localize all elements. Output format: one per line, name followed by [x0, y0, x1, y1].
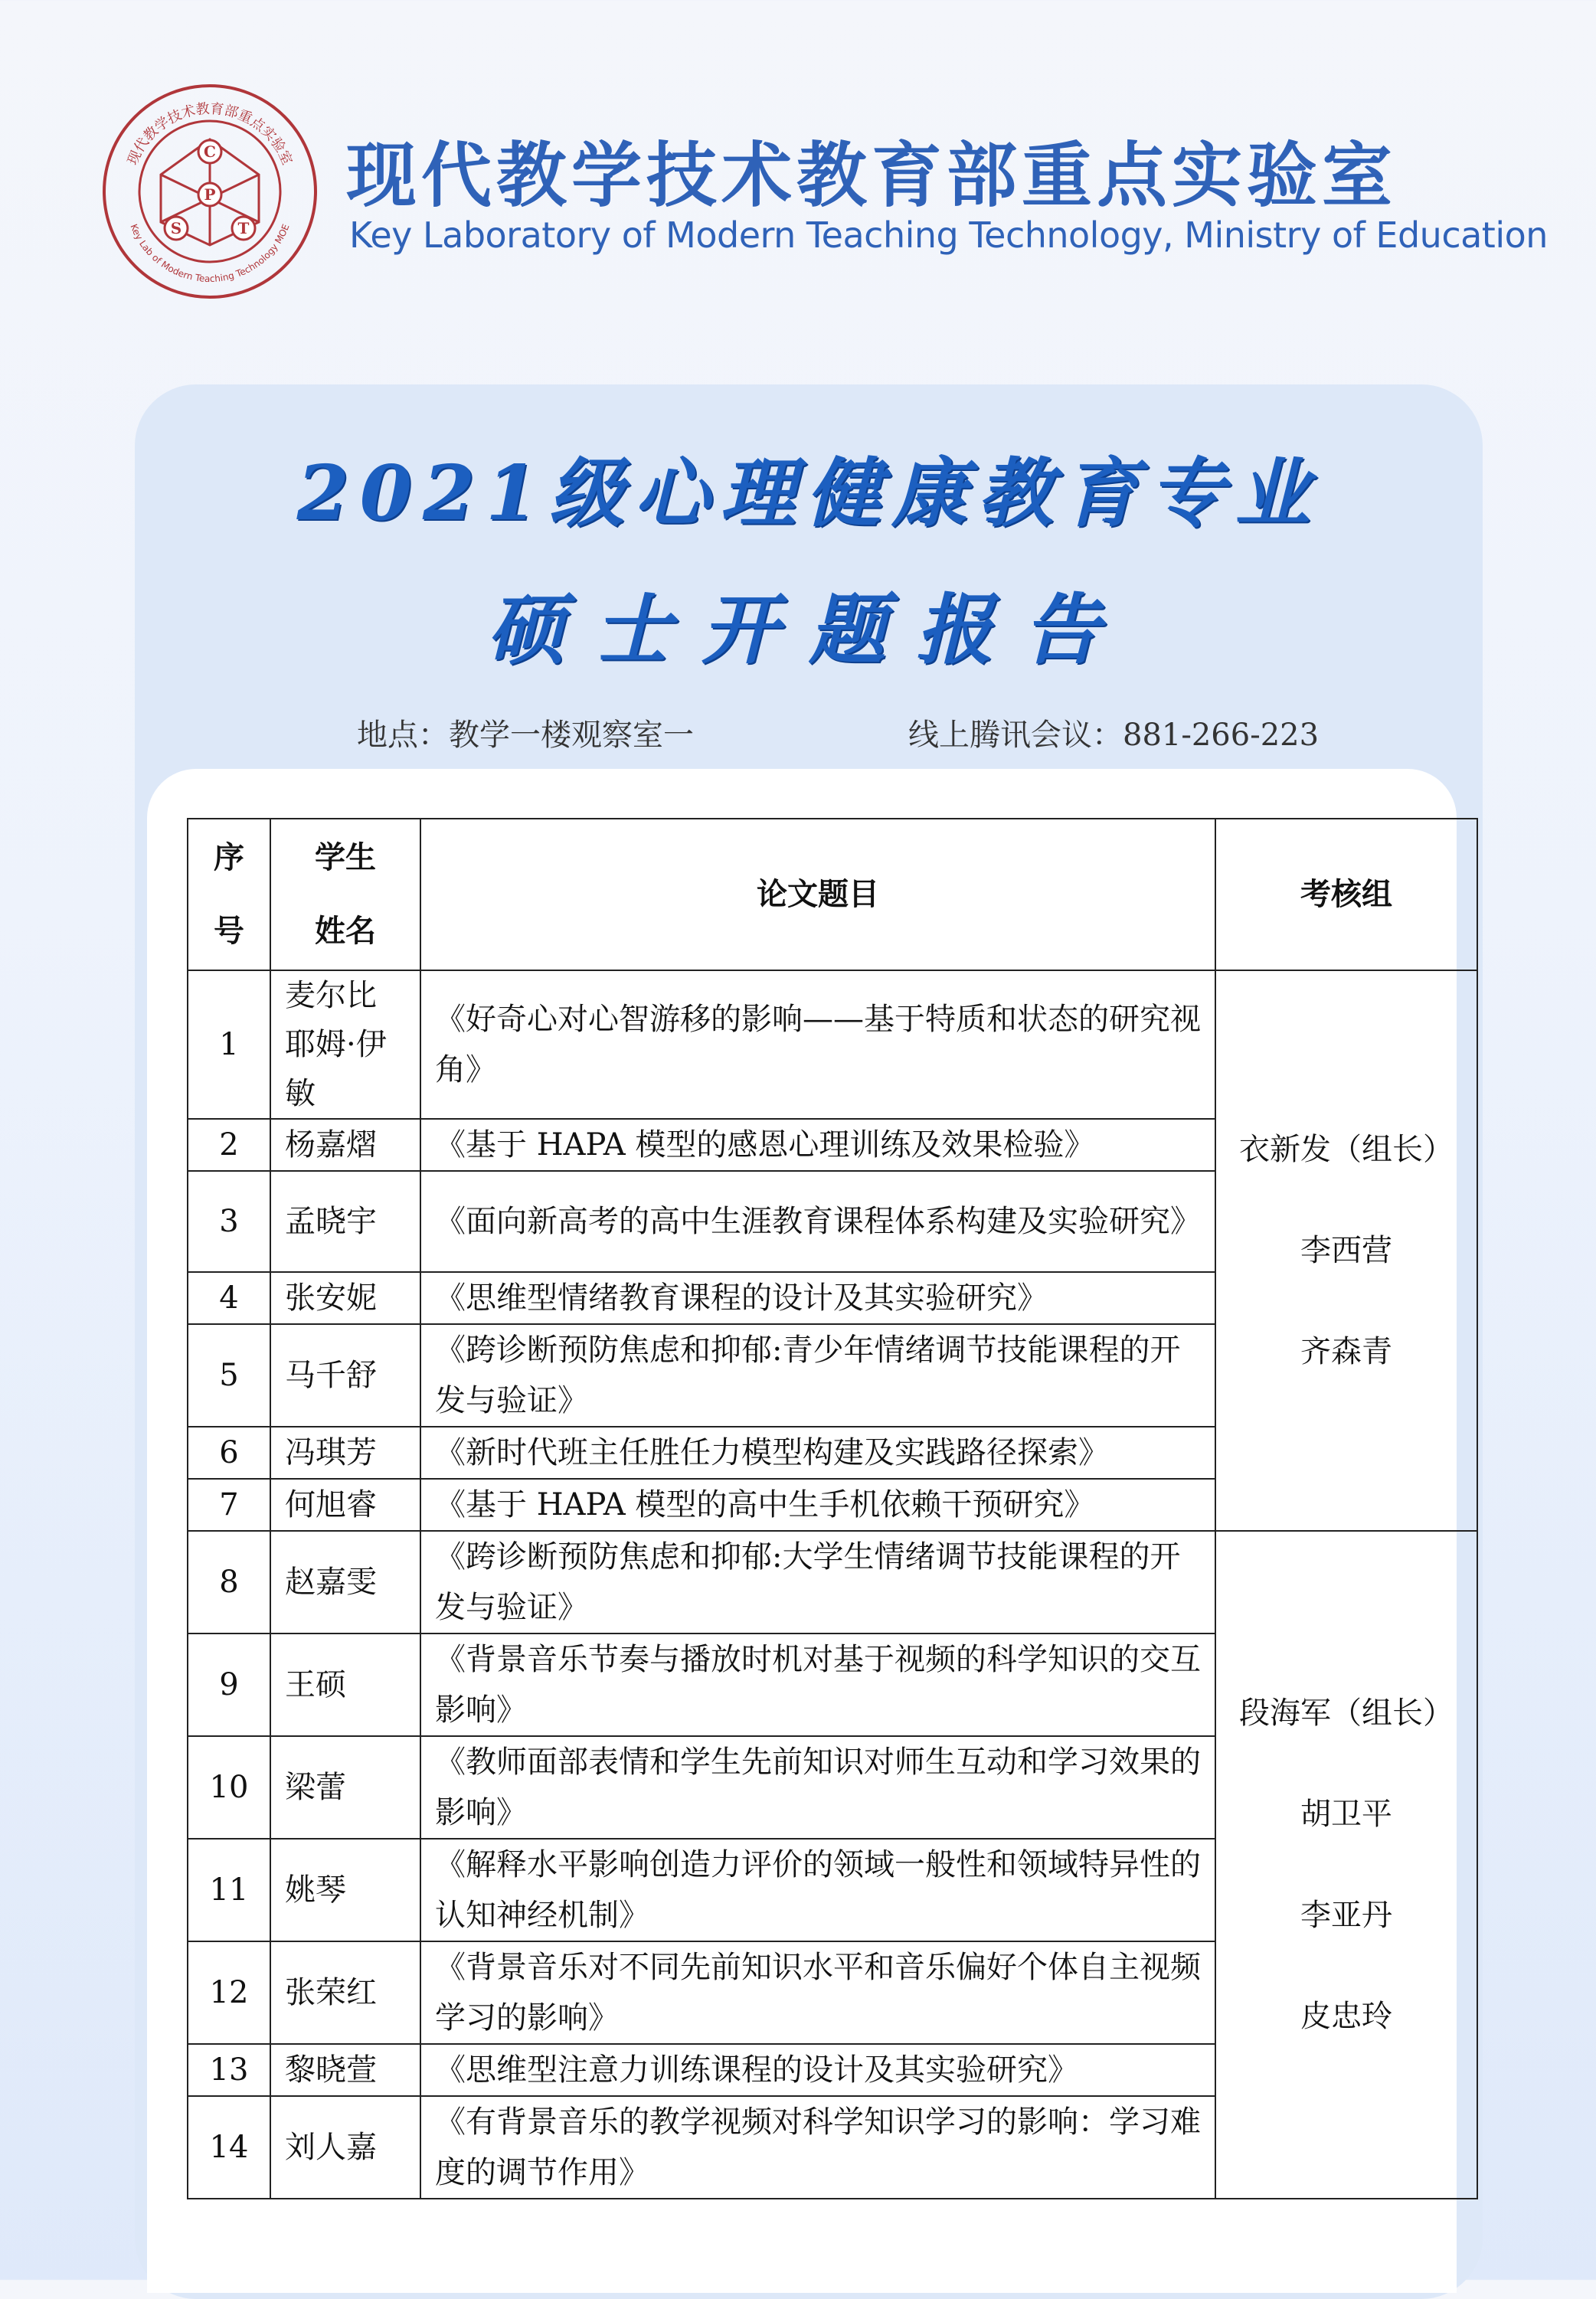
panel-member: 皮忠玲	[1300, 1999, 1392, 2034]
thesis-topic: 《新时代班主任胜任力模型构建及实践路径探索》	[420, 1427, 1215, 1479]
row-number: 3	[188, 1171, 270, 1272]
row-number: 10	[188, 1736, 270, 1839]
thesis-topic: 《跨诊断预防焦虑和抑郁:大学生情绪调节技能课程的开发与验证》	[420, 1531, 1215, 1634]
student-name: 赵嘉雯	[270, 1531, 420, 1634]
student-name: 马千舒	[270, 1324, 420, 1427]
logo-ring-text-en: Key Lab of Modern Teaching Technology MOE	[128, 222, 292, 285]
lab-name-en: Key Laboratory of Modern Teaching Technology, Ministry of Education	[349, 214, 1548, 256]
student-name: 何旭睿	[270, 1479, 420, 1531]
location-text: 地点：教学一楼观察室一	[357, 718, 694, 753]
logo-letter-c: C	[204, 142, 216, 161]
table-header-row	[188, 819, 1477, 970]
panel-member: 李西营	[1300, 1233, 1392, 1268]
panel-cell	[1215, 970, 1477, 1531]
header-student: 学生姓名	[270, 819, 420, 970]
lab-logo	[101, 83, 319, 300]
row-number: 12	[188, 1941, 270, 2044]
panel-member: 齐森青	[1300, 1334, 1392, 1369]
student-name: 刘人嘉	[270, 2096, 420, 2199]
thesis-topic: 《思维型情绪教育课程的设计及其实验研究》	[420, 1272, 1215, 1324]
logo-letter-s: S	[170, 219, 182, 237]
thesis-topic: 《有背景音乐的教学视频对科学知识学习的影响：学习难度的调节作用》	[420, 2096, 1215, 2199]
header-panel: 考核组	[1215, 819, 1477, 970]
header-index: 序号	[188, 819, 270, 970]
row-number: 6	[188, 1427, 270, 1479]
student-name: 黎晓萱	[270, 2044, 420, 2096]
row-number: 7	[188, 1479, 270, 1531]
panel-member: 段海军（组长）	[1239, 1696, 1454, 1731]
thesis-topic: 《跨诊断预防焦虑和抑郁:青少年情绪调节技能课程的开发与验证》	[420, 1324, 1215, 1427]
panel-member: 李亚丹	[1300, 1898, 1392, 1933]
table-row	[188, 970, 1477, 1119]
panel-cell	[1215, 1531, 1477, 2199]
thesis-topic: 《背景音乐节奏与播放时机对基于视频的科学知识的交互影响》	[420, 1634, 1215, 1736]
student-name: 王硕	[270, 1634, 420, 1736]
student-name: 冯琪芳	[270, 1427, 420, 1479]
title-line-2: 硕士开题报告	[487, 584, 1130, 675]
thesis-topic: 《基于 HAPA 模型的高中生手机依赖干预研究》	[420, 1479, 1215, 1531]
row-number: 11	[188, 1839, 270, 1941]
thesis-topic: 《教师面部表情和学生先前知识对师生互动和学习效果的影响》	[420, 1736, 1215, 1839]
row-number: 4	[188, 1272, 270, 1324]
schedule-table	[187, 818, 1478, 2199]
panel-member: 胡卫平	[1300, 1797, 1392, 1832]
title-line-1: 2021级心理健康教育专业	[296, 450, 1321, 538]
student-name: 姚琴	[270, 1839, 420, 1941]
student-name: 孟晓宇	[270, 1171, 420, 1272]
logo-ring-text: 现代教学技术教育部重点实验室	[124, 100, 296, 168]
student-name: 张荣红	[270, 1941, 420, 2044]
lab-name-cn: 现代教学技术教育部重点实验室	[346, 135, 1398, 217]
row-number: 2	[188, 1119, 270, 1171]
panel-member: 衣新发（组长）	[1239, 1132, 1454, 1167]
thesis-topic: 《思维型注意力训练课程的设计及其实验研究》	[420, 2044, 1215, 2096]
online-meeting-text: 线上腾讯会议：881-266-223	[908, 718, 1320, 753]
student-name: 杨嘉熠	[270, 1119, 420, 1171]
row-number: 8	[188, 1531, 270, 1634]
row-number: 9	[188, 1634, 270, 1736]
student-name: 梁蕾	[270, 1736, 420, 1839]
student-name: 张安妮	[270, 1272, 420, 1324]
row-number: 13	[188, 2044, 270, 2096]
thesis-topic: 《面向新高考的高中生涯教育课程体系构建及实验研究》	[420, 1171, 1215, 1272]
logo-letter-p: P	[204, 185, 216, 204]
student-name: 麦尔比耶姆·伊敏	[270, 970, 420, 1119]
thesis-topic: 《好奇心对心智游移的影响——基于特质和状态的研究视角》	[420, 970, 1215, 1119]
thesis-topic: 《背景音乐对不同先前知识水平和音乐偏好个体自主视频学习的影响》	[420, 1941, 1215, 2044]
header-topic: 论文题目	[420, 819, 1215, 970]
logo-letter-t: T	[237, 219, 250, 237]
row-number: 14	[188, 2096, 270, 2199]
table-row	[188, 1531, 1477, 1634]
thesis-topic: 《解释水平影响创造力评价的领域一般性和领域特异性的认知神经机制》	[420, 1839, 1215, 1941]
header	[0, 0, 1596, 337]
row-number: 1	[188, 970, 270, 1119]
row-number: 5	[188, 1324, 270, 1427]
thesis-topic: 《基于 HAPA 模型的感恩心理训练及效果检验》	[420, 1119, 1215, 1171]
